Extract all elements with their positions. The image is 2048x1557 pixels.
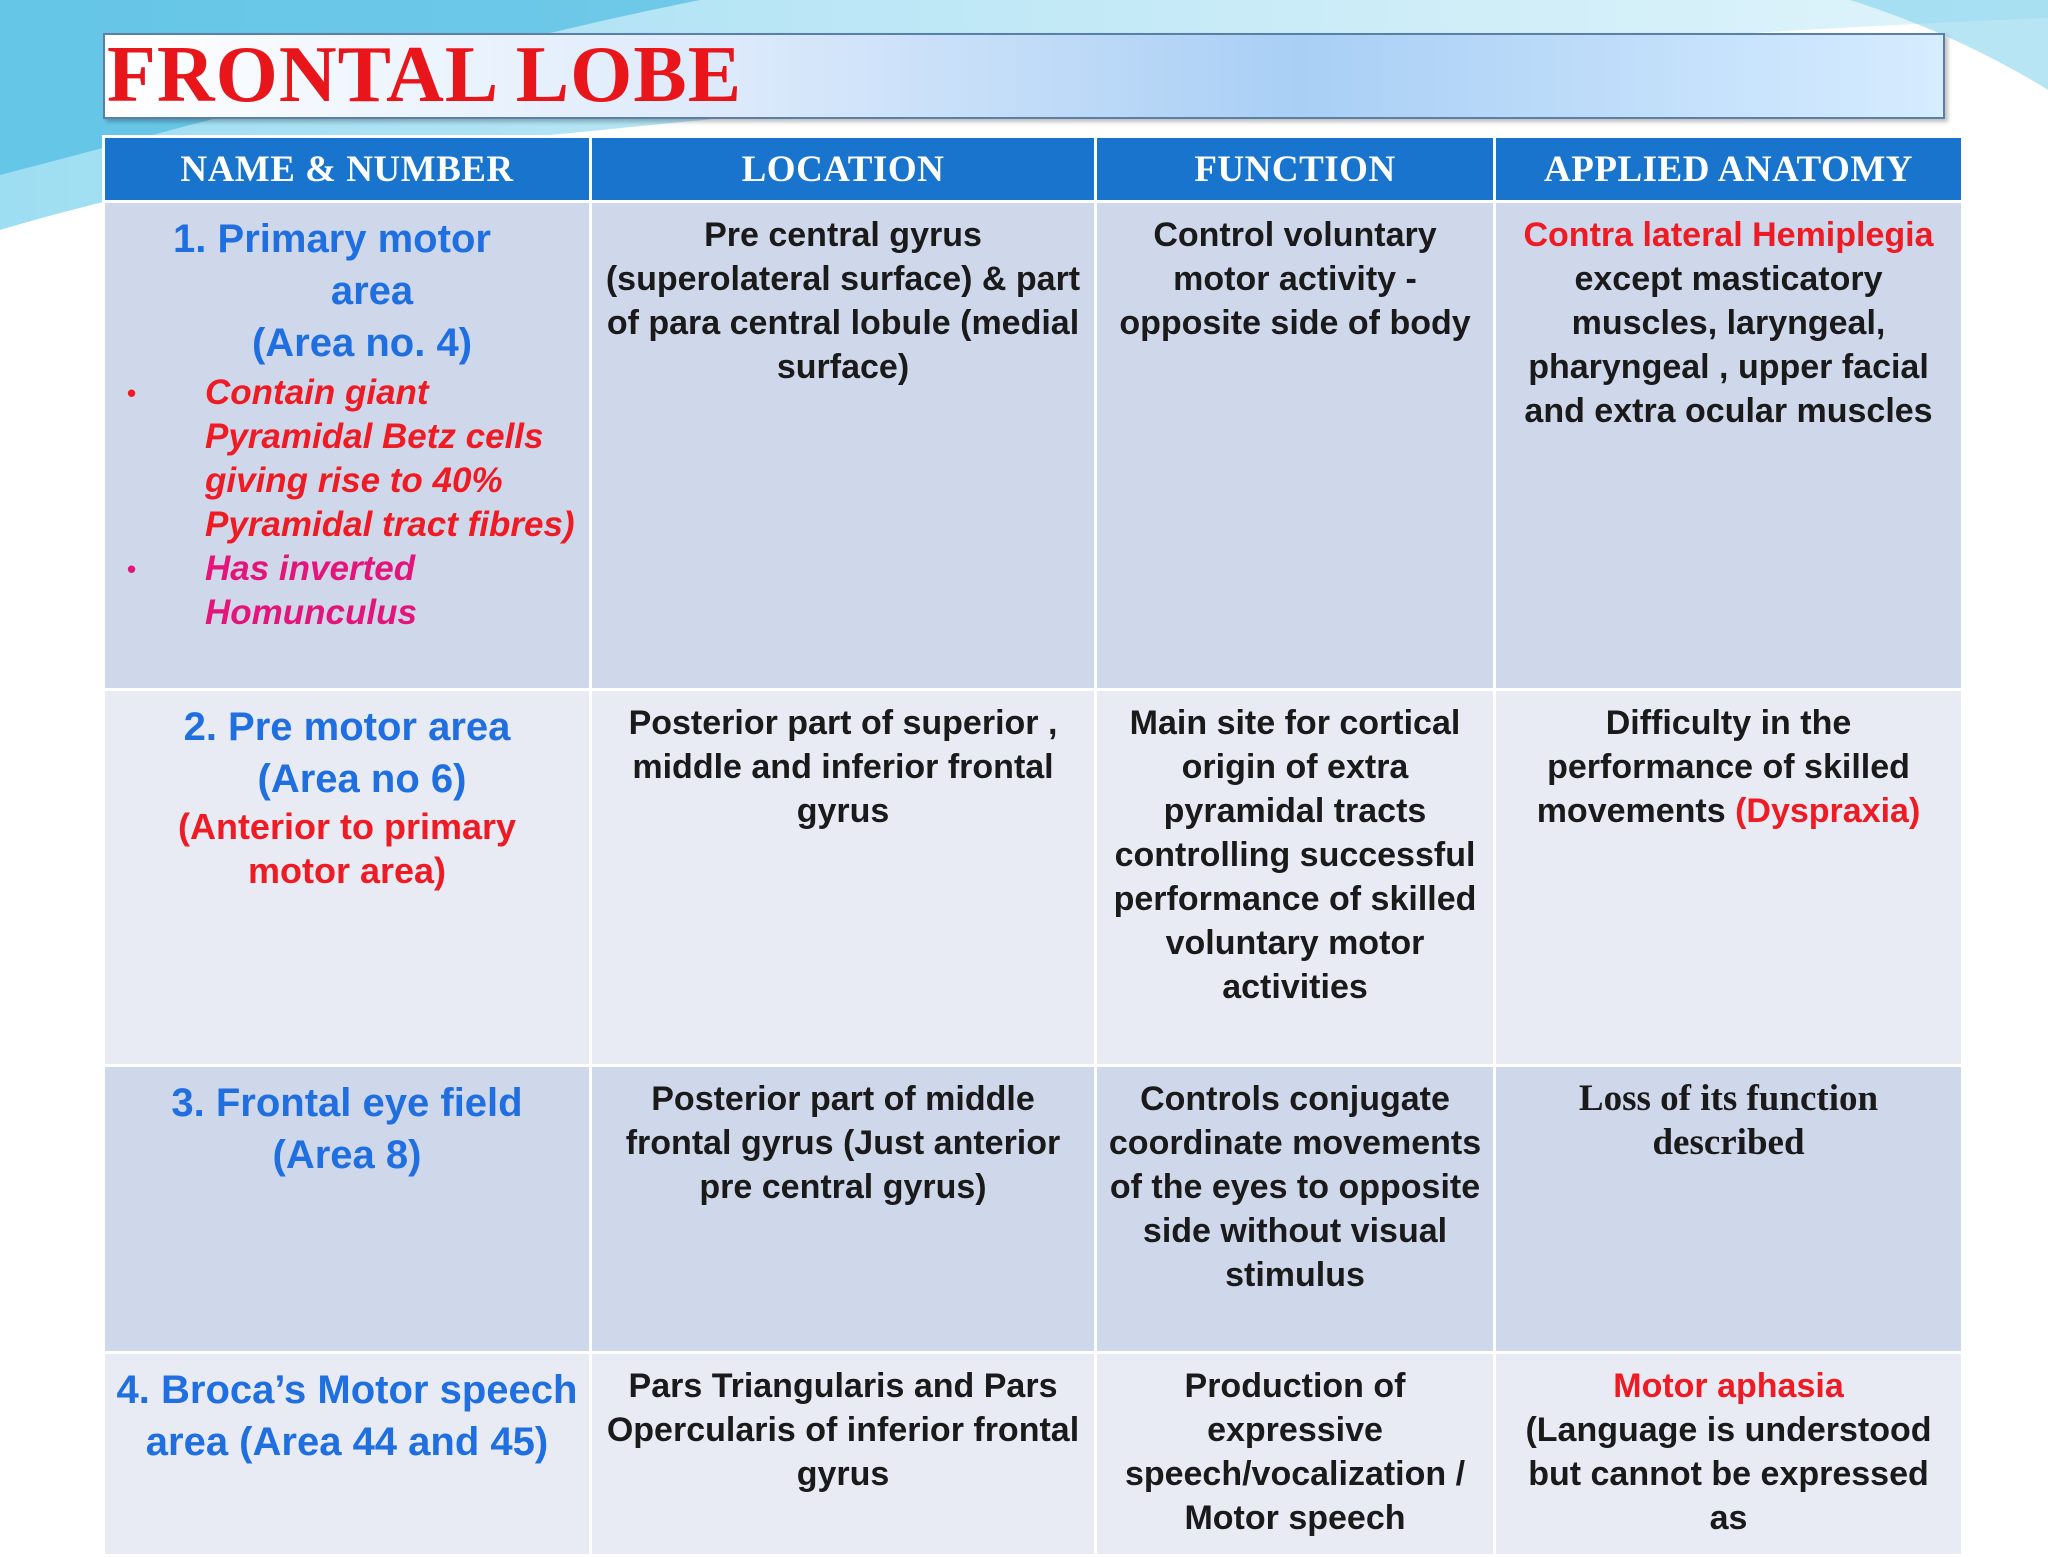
area-name-line: 1. Primary motor: [173, 217, 491, 261]
name-cell: [105, 1354, 589, 1554]
location-cell: Posterior part of middle frontal gyrus (Just anterior pre central gyrus): [592, 1067, 1094, 1351]
name-cell: [105, 1067, 589, 1351]
function-cell: Control voluntary motor activity - opposite side of body: [1097, 203, 1493, 688]
applied-cell: [1496, 1354, 1961, 1554]
area-name-line: (Area 8): [272, 1133, 422, 1177]
table-row: [105, 691, 1961, 1064]
applied-cell: [1496, 691, 1961, 1064]
location-cell: Pars Triangularis and Pars Opercularis of inferior frontal gyrus: [592, 1354, 1094, 1554]
area-name-line: 2. Pre motor area: [183, 705, 511, 749]
applied-text: (Language is understood but cannot be expressed as: [1525, 1411, 1932, 1537]
bullet-icon: •: [127, 378, 137, 408]
location-cell: Pre central gyrus (superolateral surface) & part of para central lobule (medial surface): [592, 203, 1094, 688]
bullet-text: Has inverted Homunculus: [205, 549, 417, 632]
list-item: [115, 547, 579, 635]
frontal-lobe-table: [102, 135, 1964, 1557]
name-cell: [105, 203, 589, 688]
function-cell: Production of expressive speech/vocalization / Motor speech: [1097, 1354, 1493, 1554]
header-location: LOCATION: [592, 138, 1094, 200]
header-row: [105, 138, 1961, 200]
list-item: [115, 371, 579, 547]
bullet-icon: •: [127, 554, 137, 584]
applied-cell: [1496, 203, 1961, 688]
applied-highlight: (Dyspraxia): [1735, 792, 1921, 830]
area-name-line: (Area no. 4): [251, 321, 473, 365]
applied-cell: Loss of its function described: [1496, 1067, 1961, 1351]
area-name-line: 3. Frontal eye field: [171, 1081, 523, 1125]
location-cell: Posterior part of superior , middle and inferior frontal gyrus: [592, 691, 1094, 1064]
name-cell: [105, 691, 589, 1064]
title-bar: [103, 33, 1945, 119]
header-applied-anatomy: APPLIED ANATOMY: [1496, 138, 1961, 200]
table-row: [105, 1354, 1961, 1554]
header-name-number: NAME & NUMBER: [105, 138, 589, 200]
page-title: FRONTAL LOBE: [107, 31, 743, 119]
bullet-text: Contain giant Pyramidal Betz cells giving rise to 40% Pyramidal tract fibres): [205, 373, 575, 544]
applied-highlight: Motor aphasia: [1613, 1367, 1844, 1405]
table-row: [105, 1067, 1961, 1351]
applied-text: Difficulty in the performance of skilled movements: [1536, 704, 1910, 830]
function-cell: Main site for cortical origin of extra pyramidal tracts controlling successful performance of skilled voluntary motor activities: [1097, 691, 1493, 1064]
area-name-line: (Area no 6): [257, 757, 467, 801]
table-row: [105, 203, 1961, 688]
bullet-list: [115, 371, 579, 635]
area-name-line: area: [330, 269, 414, 313]
applied-highlight: Contra lateral Hemiplegia: [1523, 216, 1934, 254]
header-function: FUNCTION: [1097, 138, 1493, 200]
function-cell: Controls conjugate coordinate movements of the eyes to opposite side without visual stimulus: [1097, 1067, 1493, 1351]
area-name-line: 4. Broca’s Motor speech area (Area 44 and 45): [116, 1368, 578, 1464]
applied-text: except masticatory muscles, laryngeal, pharyngeal , upper facial and extra ocular muscles: [1524, 260, 1933, 430]
area-note: (Anterior to primary motor area): [177, 806, 517, 891]
